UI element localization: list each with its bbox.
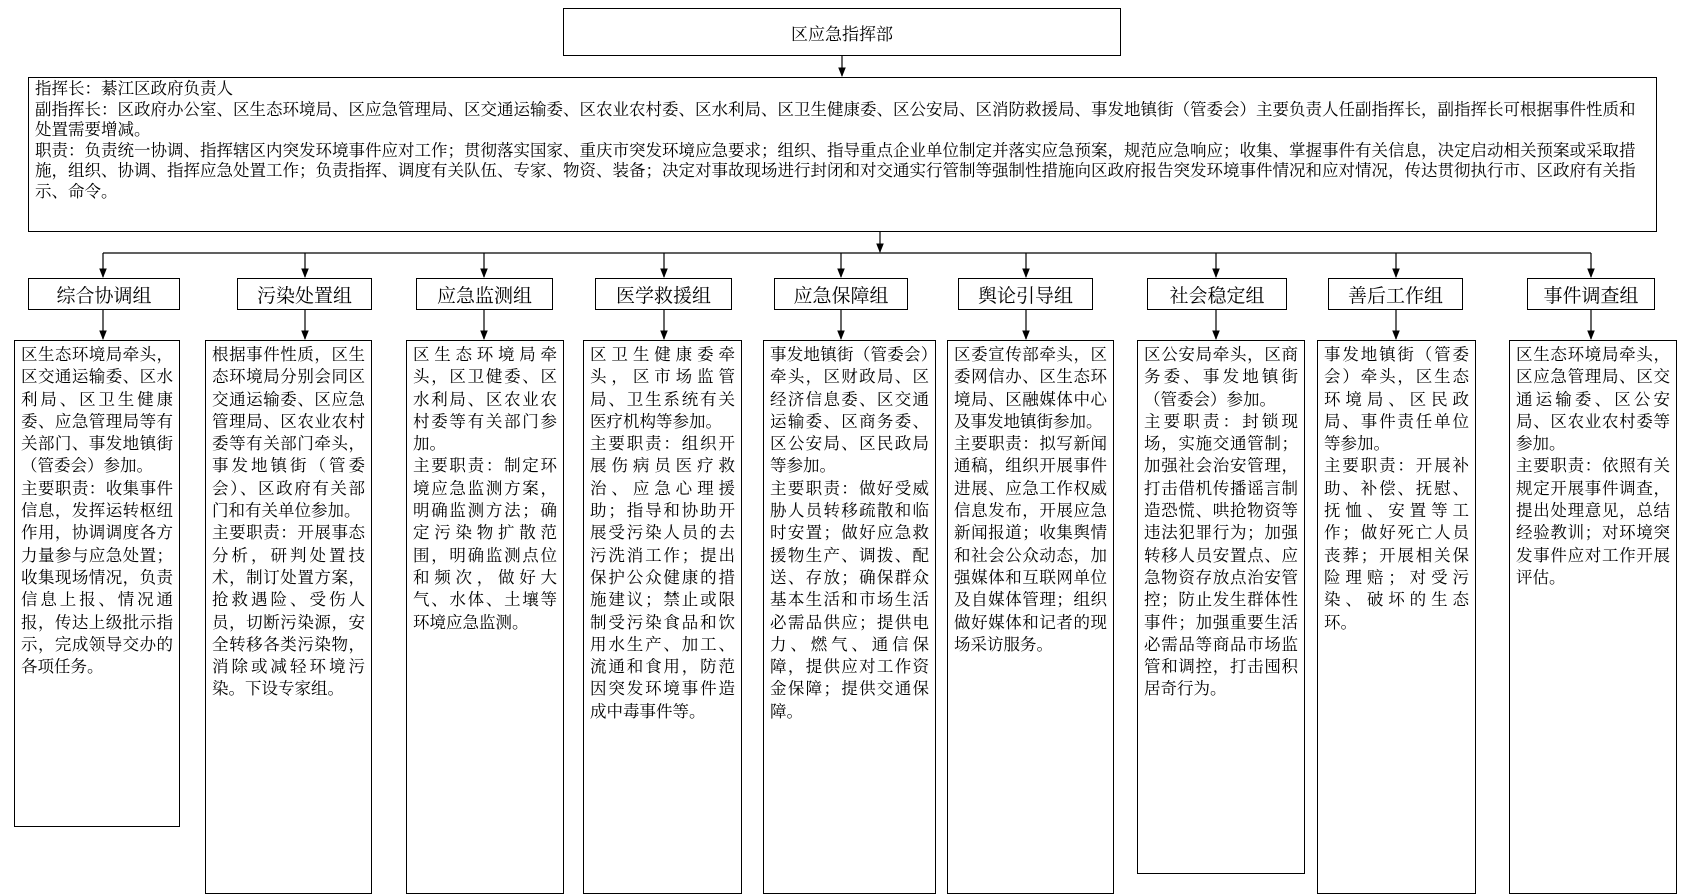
group-header-9: 事件调查组 bbox=[1527, 278, 1655, 310]
group-duties: 主要职责：开展事态分析，研判处置技术，制订处置方案，抢救遇险、受伤人员，切断污染源，安全转移各类污染物，消除或减轻环境污染。下设专家组。 bbox=[212, 523, 365, 699]
command-center-box bbox=[563, 8, 1121, 56]
group-header-1: 综合协调组 bbox=[28, 278, 180, 310]
group-detail-4 bbox=[583, 340, 742, 894]
group-header-7: 社会稳定组 bbox=[1147, 278, 1287, 310]
group-header-2: 污染处置组 bbox=[237, 278, 372, 310]
group-header-4: 医学救援组 bbox=[595, 278, 732, 310]
group-detail-3 bbox=[406, 340, 564, 894]
group-duties: 主要职责：制定环境应急监测方案，明确监测方法；确定污染物扩散范围，明确监测点位和频次，做好大气、水体、土壤等环境应急监测。 bbox=[413, 456, 557, 632]
group-members: 区生态环境局牵头，区应急管理局、区交通运输委、区公安局、区农业农村委等参加。 bbox=[1516, 345, 1670, 454]
group-duties: 主要职责：收集事件信息，发挥运转枢纽作用，协调调度各方力量参与应急处置；收集现场情况，负责信息上报、情况通报，传达上级批示指示，完成领导交办的各项任务。 bbox=[21, 478, 173, 677]
command-center-title: 区应急指挥部 bbox=[791, 24, 893, 45]
group-duties: 主要职责：做好受威胁人员转移疏散和临时安置；做好应急救援物生产、调拨、配送、存放；确保群众基本生活和市场生活必需品供应；提供电力、燃气、通信保障，提供应对工作资金保障；提供交通保障。 bbox=[770, 478, 929, 721]
group-detail-8 bbox=[1317, 340, 1476, 894]
group-header-3: 应急监测组 bbox=[416, 278, 553, 310]
group-members: 区生态环境局牵头，区交通运输委、区水利局、区卫生健康委、应急管理局等有关部门、事发地镇街（管委会）参加。 bbox=[21, 345, 173, 476]
group-members: 根据事件性质，区生态环境局分别会同区交通运输委、区应急管理局、区农业农村委等有关部门牵头，事发地镇街（管委会）、区政府有关部门和有关单位参加。 bbox=[212, 345, 365, 521]
group-detail-2 bbox=[205, 340, 372, 894]
duties-line: 职责：负责统一协调、指挥辖区内突发环境事件应对工作；贯彻落实国家、重庆市突发环境应急要求；组织、指导重点企业单位制定并落实应急预案，规范应急响应；收集、掌握事件有关信息，决定启动相关预案或采取措施，组织、协调、指挥应急处置工作；负责指挥、调度有关队伍、专家、物资、装备；决定对事故现场进行封闭和对交通实行管制等强制性措施向区政府报告突发环境事件情况和应对情况，传达贯彻执行市、区政府有关指示、命令。 bbox=[35, 140, 1636, 201]
group-header-6: 舆论引导组 bbox=[958, 278, 1093, 310]
deputy-commander-line: 副指挥长：区政府办公室、区生态环境局、区应急管理局、区交通运输委、区农业农村委、区水利局、区卫生健康委、区公安局、区消防救援局、事发地镇街（管委会）主要负责人任副指挥长，副指挥长可根据事件性质和处置需要增减。 bbox=[35, 99, 1636, 139]
group-members: 区卫生健康委牵头，区市场监管局、卫生系统有关医疗机构等参加。 bbox=[590, 345, 735, 431]
group-header-8: 善后工作组 bbox=[1328, 278, 1463, 310]
group-detail-9 bbox=[1509, 340, 1677, 894]
group-members: 事发地镇街（管委会）牵头，区财政局、区经济信息委、区交通运输委、区商务委、区公安局、区民政局等参加。 bbox=[770, 345, 929, 476]
group-duties: 主要职责：封锁现场，实施交通管制；加强社会治安管理，打击借机传播谣言制造恐慌、哄抢物资等违法犯罪行为；加强转移人员安置点、应急物资存放点治安管控；防止发生群体性事件；加强重要生活必需品等商品市场监管和调控，打击囤积居奇行为。 bbox=[1144, 411, 1298, 699]
group-duties: 主要职责：开展补助、补偿、抚慰、抚恤、安置等工作；做好死亡人员丧葬；开展相关保险理赔；对受污染、破坏的生态环。 bbox=[1324, 456, 1469, 632]
leadership-box bbox=[28, 77, 1657, 232]
group-members: 区公安局牵头，区商务委、事发地镇街（管委会）参加。 bbox=[1144, 345, 1298, 409]
group-detail-5 bbox=[763, 340, 936, 894]
group-header-5: 应急保障组 bbox=[774, 278, 908, 310]
group-duties: 主要职责：依照有关规定开展事件调查，提出处理意见，总结经验教训；对环境突发事件应对工作开展评估。 bbox=[1516, 456, 1670, 587]
group-members: 区生态环境局牵头，区卫健委、区水利局、区农业农村委等有关部门参加。 bbox=[413, 345, 557, 454]
group-detail-6 bbox=[947, 340, 1114, 894]
commander-line: 指挥长：綦江区政府负责人 bbox=[35, 79, 233, 98]
group-duties: 主要职责：拟写新闻通稿，组织开展事件进展、应急工作权威信息发布，开展应急新闻报道；收集舆情和社会公众动态，加强媒体和互联网单位及自媒体管理；组织做好媒体和记者的现场采访服务。 bbox=[954, 434, 1107, 654]
group-duties: 主要职责：组织开展伤病员医疗救治、应急心理援助；指导和协助开展受污染人员的去污洗消工作；提出保护公众健康的措施建议；禁止或限制受污染食品和饮用水生产、加工、流通和食用，防范因突发环境事件造成中毒事件等。 bbox=[590, 434, 735, 721]
group-detail-7 bbox=[1137, 340, 1305, 874]
group-detail-1 bbox=[14, 340, 180, 827]
group-members: 区委宣传部牵头，区委网信办、区生态环境局、区融媒体中心及事发地镇街参加。 bbox=[954, 345, 1107, 431]
group-members: 事发地镇街（管委会）牵头，区生态环境局、区民政局、事件责任单位等参加。 bbox=[1324, 345, 1469, 454]
